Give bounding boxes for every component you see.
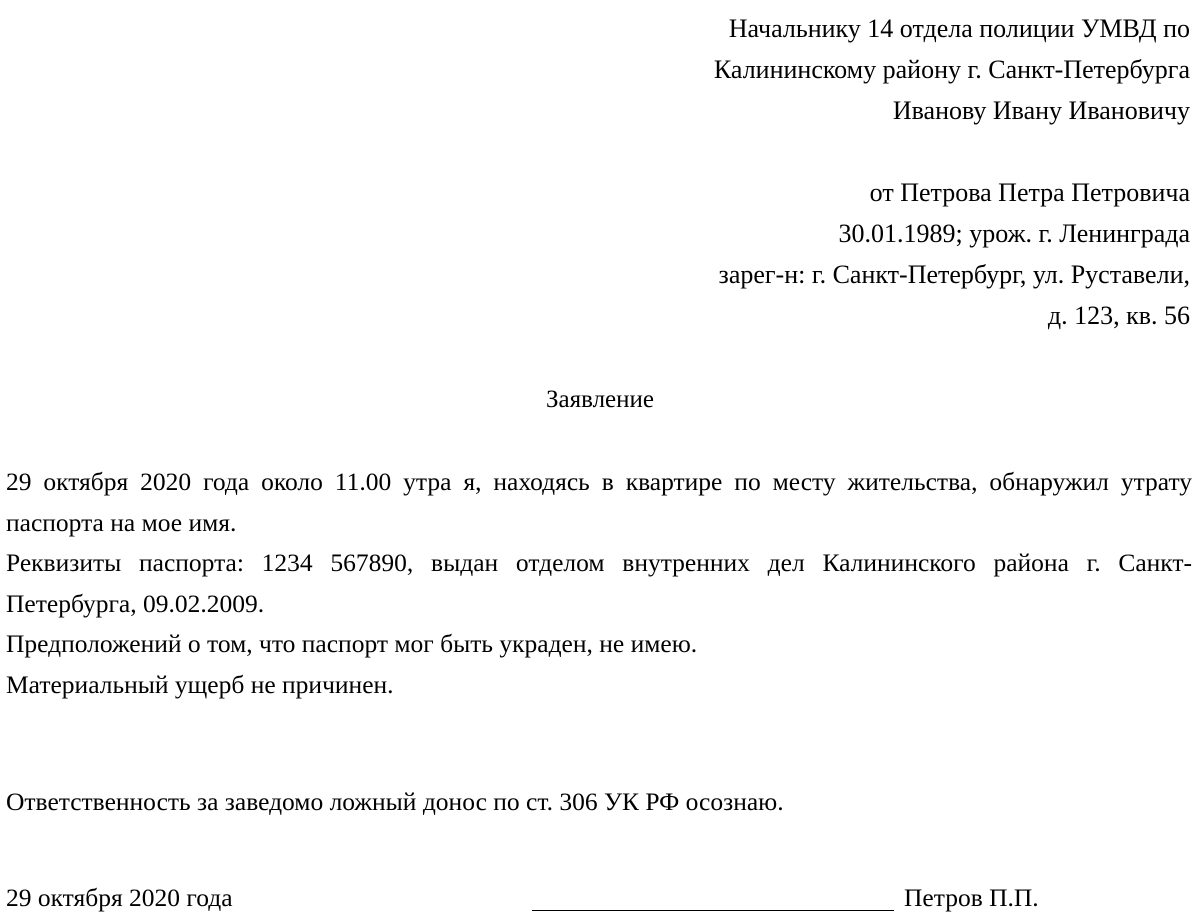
addressee-line-2: Калининскому району г. Санкт-Петербурга [713,55,1190,84]
header-spacer [714,131,1190,172]
document-body [6,462,1192,706]
addressee-line-3: Иванову Ивану Ивановичу [892,96,1190,125]
sender-line-1: от Петрова Петра Петровича [869,178,1190,207]
document-title: Заявление [545,386,655,413]
body-paragraph-3: Предположений о том, что паспорт мог быть украден, не имею. [6,629,698,659]
sender-line-3: зарег-н: г. Санкт-Петербург, ул. Руставели, [718,260,1190,289]
addressee-block [714,8,1190,336]
liability-statement: Ответственность за заведомо ложный донос по ст. 306 УК РФ осознаю. [6,787,784,816]
signer-name: Петров П.П. [904,883,1039,912]
body-paragraph-2: Реквизиты паспорта: 1234 567890, выдан отделом внутренних дел Калининского района г. Санкт-Петербурга, 09.02.2009. [6,548,1192,618]
addressee-line-1: Начальнику 14 отдела полиции УМВД по [728,14,1190,43]
signature-date: 29 октября 2020 года [6,883,233,912]
signature-line [532,910,894,911]
body-paragraph-1: 29 октября 2020 года около 11.00 утра я, находясь в квартире по месту жительства, обнаружил утрату паспорта на мое имя. [6,467,1192,537]
body-paragraph-4: Материальный ущерб не причинен. [6,669,394,699]
sender-line-4: д. 123, кв. 56 [1047,301,1190,330]
sender-line-2: 30.01.1989; урож. г. Ленинграда [838,219,1190,248]
